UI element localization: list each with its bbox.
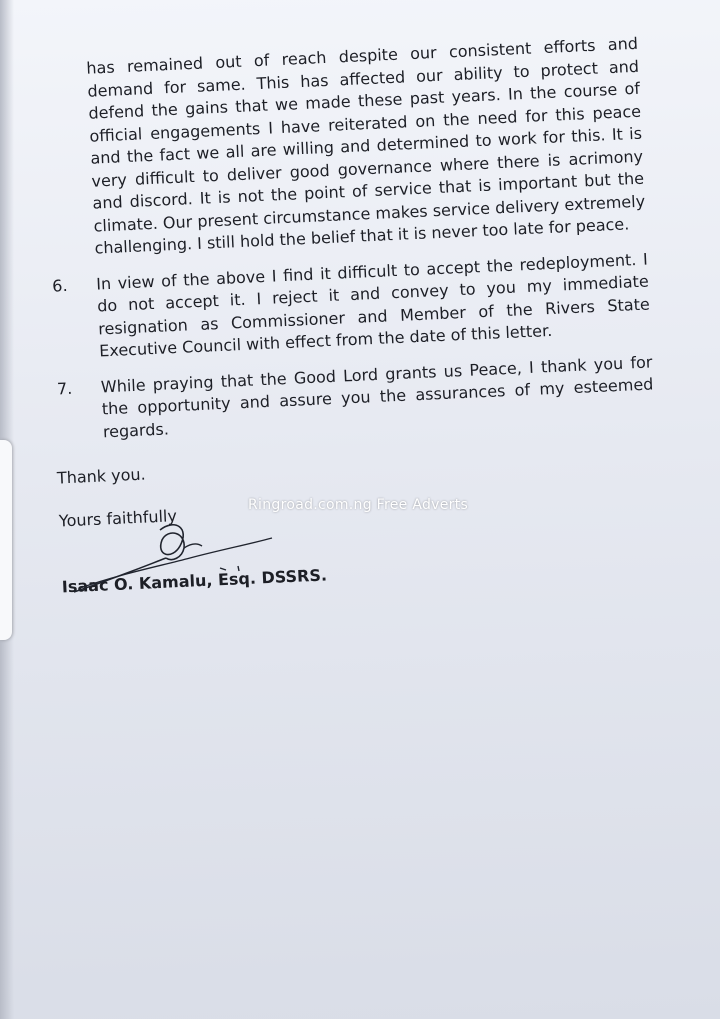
watermark-text: Ringroad.com.ng Free Adverts [248, 497, 469, 513]
paragraph-number: 7. [56, 378, 73, 398]
continued-paragraph: has remained out of reach despite our consistent efforts and demand for same. This has affected our ability to protect and defend the gains that we made these past years. In the course of official engagements I have reiterated on the need for this peace and the fact we all are willing and determined to work for this. It is very difficult to deliver good governance where there is acrimony and discord. It is not the point of service that is important but the climate. Our present circumstance makes service delivery extremely challenging. I still hold the belief that it is never too late for peace. [85, 33, 646, 258]
paragraph-7 [56, 351, 654, 443]
underlying-paper-edge [0, 440, 12, 640]
closing-line: Thank you. [56, 464, 147, 488]
paragraph-number: 6. [51, 275, 68, 296]
signatory-name: Isaac O. Kamalu, Esq. DSSRS. [61, 565, 328, 597]
handwritten-signature [40, 508, 300, 618]
paragraph-text: In view of the above I find it difficult to accept the redeployment. I do not accept it. I reject it and convey to you my immediate resignation as Commissioner and Member of the Rivers State Executive Council with effect from the date of this letter. [95, 249, 651, 361]
paragraph-6 [51, 248, 652, 363]
valediction: Yours faithfully [58, 505, 178, 531]
paragraph-text: While praying that the Good Lord grants us Peace, I thank you for the opportunity and assure you the assurances of my esteemed regards. [100, 351, 654, 441]
